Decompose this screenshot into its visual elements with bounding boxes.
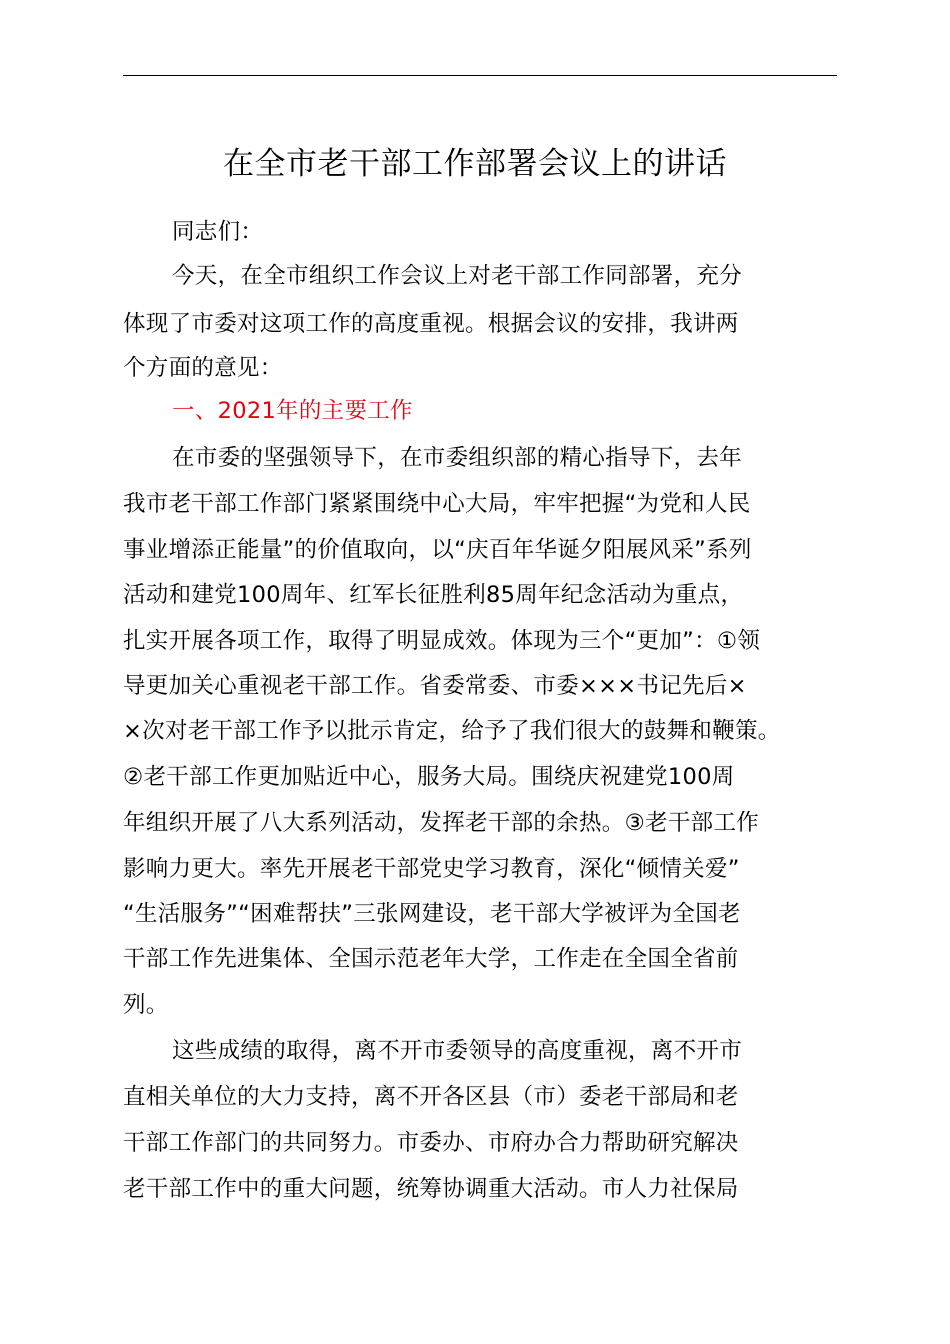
header-rule	[123, 75, 837, 76]
paragraph-1-line: 体现了市委对这项工作的高度重视。根据会议的安排，我讲两	[123, 311, 739, 337]
paragraph-3-line: 老干部工作中的重大问题，统筹协调重大活动。市人力社保局	[123, 1176, 739, 1202]
paragraph-3-line: 直相关单位的大力支持，离不开各区县（市）委老干部局和老	[123, 1084, 739, 1110]
paragraph-3-line: 这些成绩的取得，离不开市委领导的高度重视，离不开市	[172, 1038, 743, 1064]
paragraph-2-line: ②老干部工作更加贴近中心，服务大局。围绕庆祝建党100周	[123, 764, 735, 790]
paragraph-2-line: “生活服务”“困难帮扶”三张网建设，老干部大学被评为全国老	[123, 901, 741, 927]
paragraph-2-line: 事业增添正能量”的价值取向，以“庆百年华诞夕阳展风采”系列	[123, 537, 752, 563]
paragraph-2-line: 活动和建党100周年、红军长征胜利85周年纪念活动为重点，	[123, 582, 744, 608]
paragraph-1-line: 今天，在全市组织工作会议上对老干部工作同部署，充分	[172, 263, 743, 289]
document-title: 在全市老干部工作部署会议上的讲话	[223, 146, 727, 182]
paragraph-2-line: 列。	[123, 992, 169, 1018]
paragraph-2-line: 年组织开展了八大系列活动，发挥老干部的余热。③老干部工作	[123, 810, 760, 836]
paragraph-2-line: ×次对老干部工作予以批示肯定，给予了我们很大的鼓舞和鞭策。	[123, 718, 781, 744]
greeting: 同志们：	[172, 219, 264, 245]
paragraph-2-line: 干部工作先进集体、全国示范老年大学，工作走在全国全省前	[123, 946, 739, 972]
paragraph-2-line: 在市委的坚强领导下，在市委组织部的精心指导下，去年	[172, 445, 743, 471]
paragraph-2-line: 扎实开展各项工作，取得了明显成效。体现为三个“更加”：①领	[123, 628, 761, 654]
paragraph-2-line: 我市老干部工作部门紧紧围绕中心大局，牢牢把握“为党和人民	[123, 491, 751, 517]
paragraph-1-line: 个方面的意见：	[123, 355, 283, 381]
paragraph-3-line: 干部工作部门的共同努力。市委办、市府办合力帮助研究解决	[123, 1130, 739, 1156]
paragraph-2-line: 导更加关心重视老干部工作。省委常委、市委×××书记先后×	[123, 673, 747, 699]
paragraph-2-line: 影响力更大。率先开展老干部党史学习教育，深化“倾情关爱”	[123, 856, 740, 882]
section-heading-1: 一、2021年的主要工作	[172, 398, 413, 424]
